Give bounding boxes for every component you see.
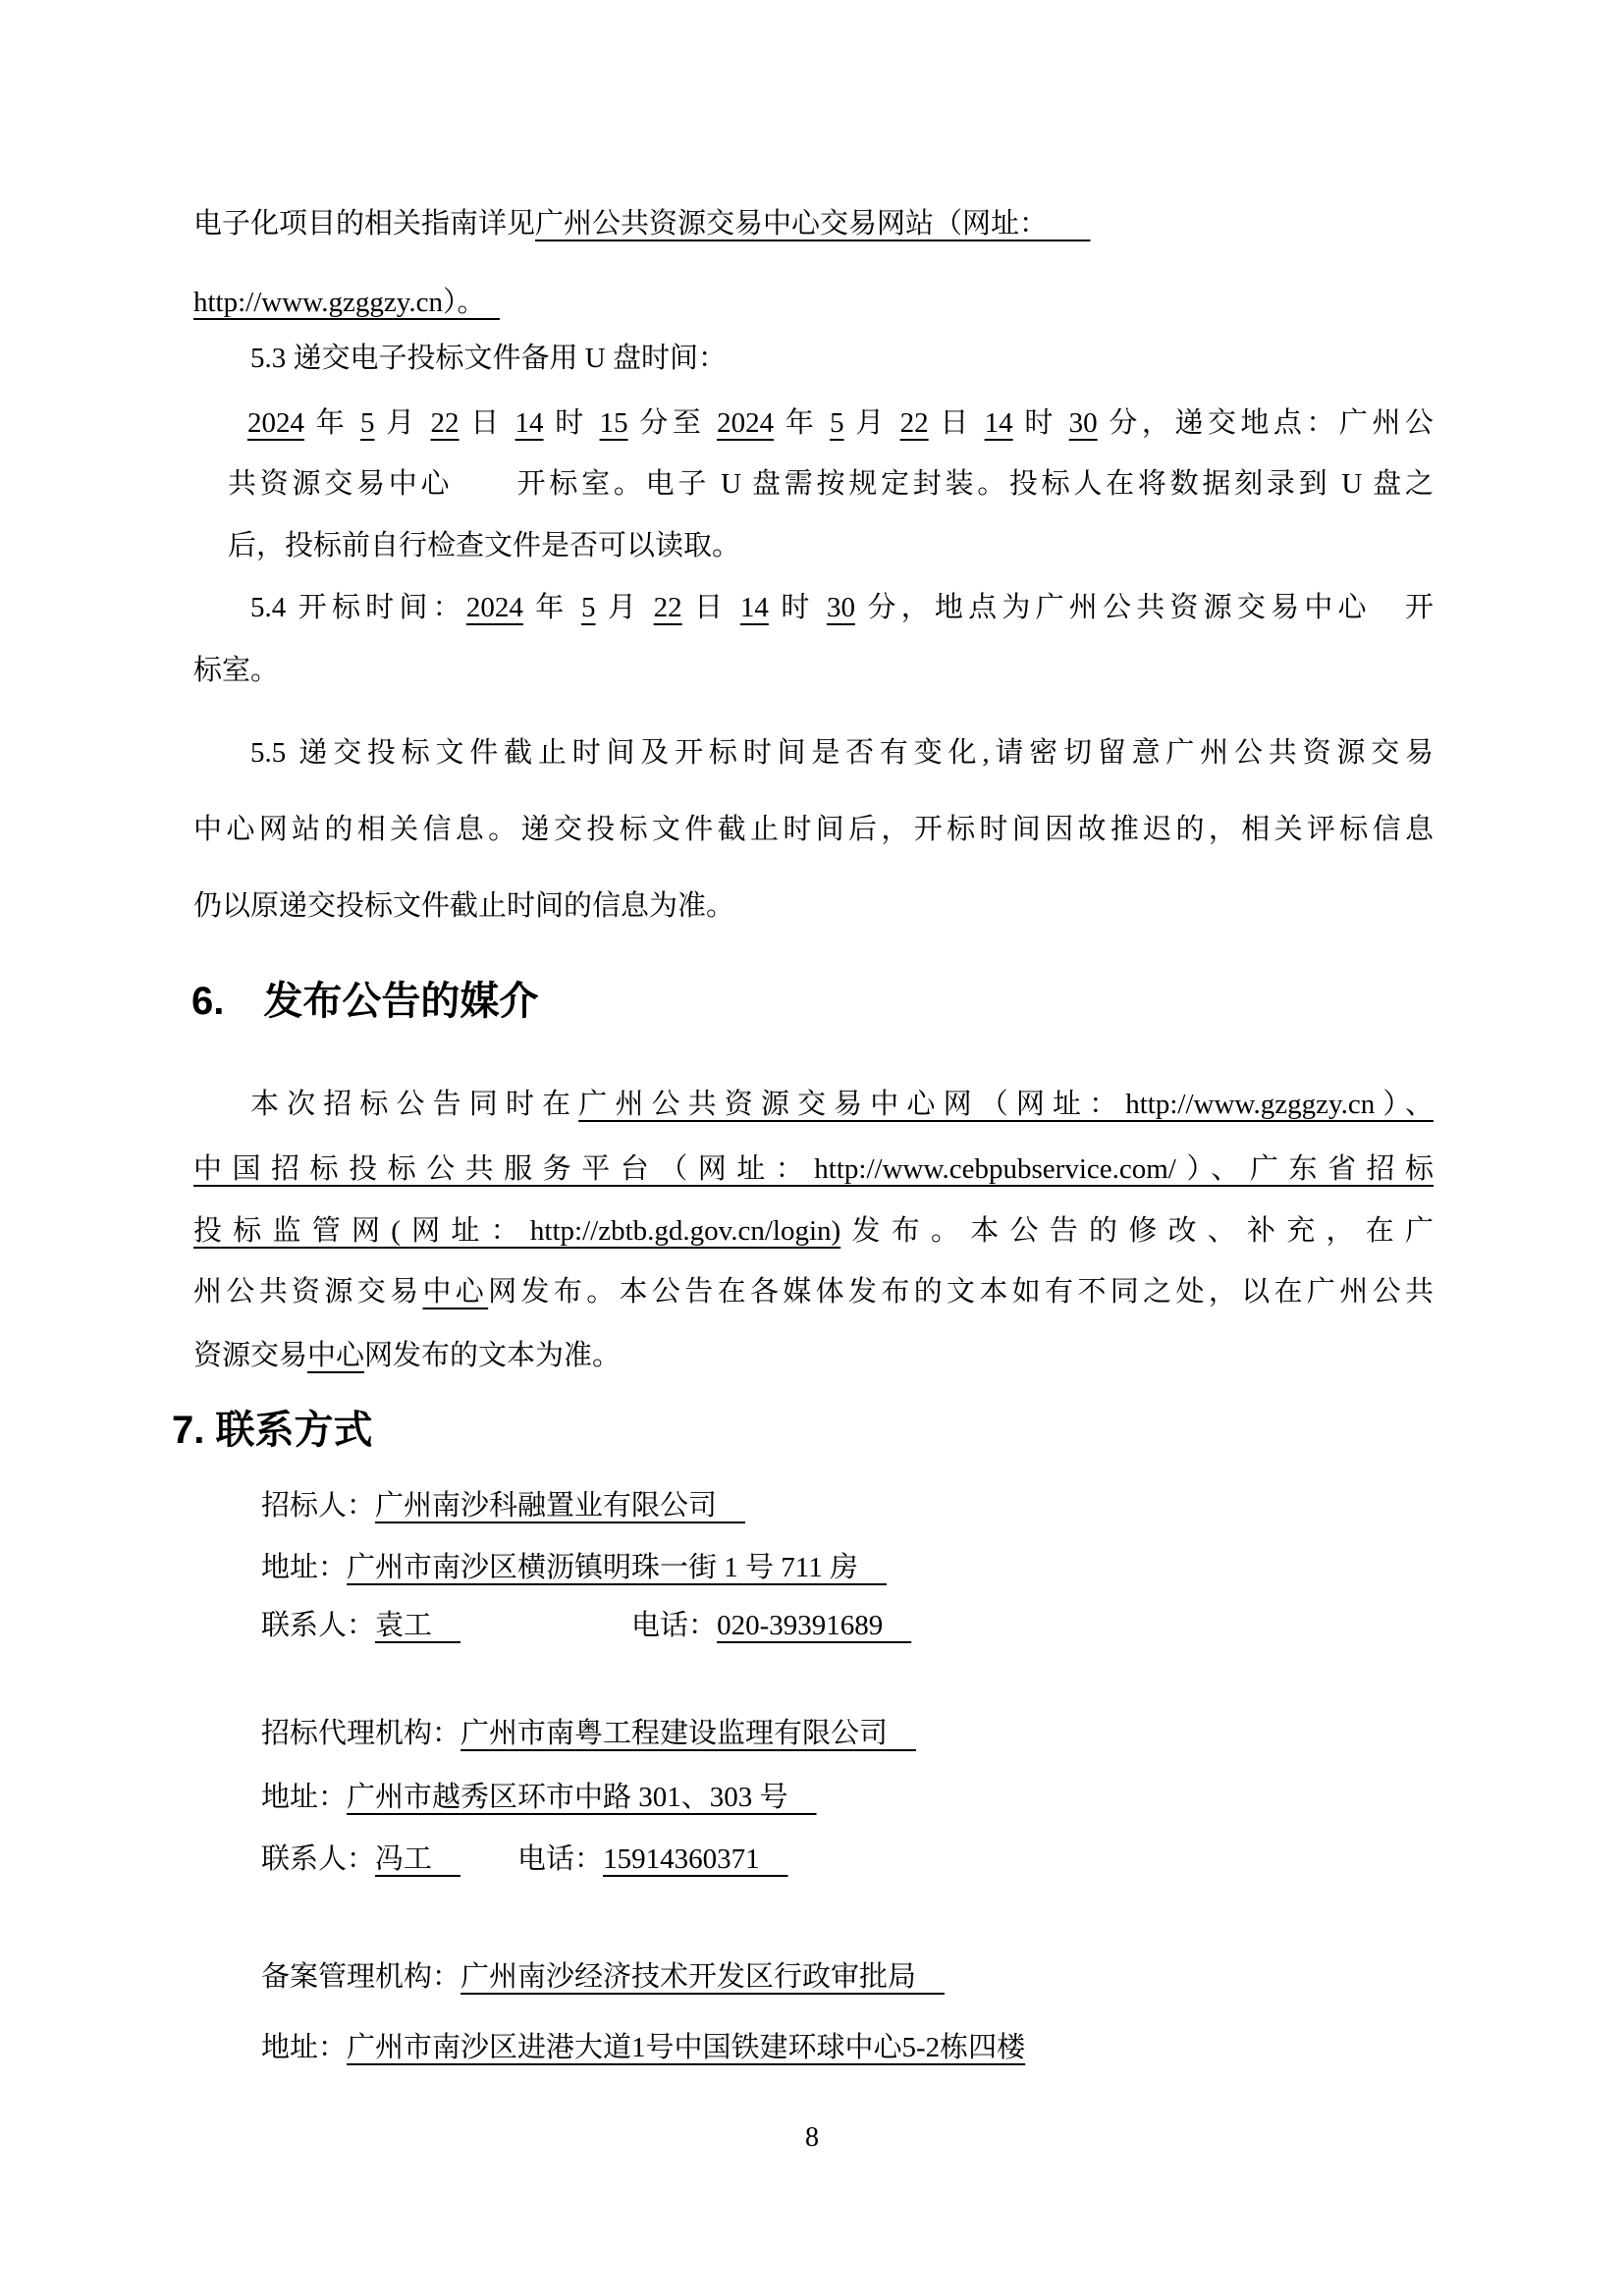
date-text: 月 [595, 592, 654, 623]
date-value: 2024 [247, 407, 304, 439]
date-value: 5 [830, 407, 844, 439]
agency-address: 广州市越秀区环市中路 301、303 号 [347, 1782, 817, 1813]
section-6-line-5 [193, 1336, 621, 1375]
date-text: 分，地点为广州公共资源交易中心 开 [855, 592, 1434, 623]
section-6-line-2 [193, 1149, 1434, 1189]
date-text: 年 [304, 407, 361, 439]
date-value: 22 [899, 407, 929, 439]
date-text: 年 [774, 407, 831, 439]
page-number-text: 8 [805, 2122, 819, 2153]
date-value: 30 [827, 592, 856, 623]
clause-5-5-line-1 [250, 733, 1434, 773]
url-zbtb-gd: 投标监管网(网址：http://zbtb.gd.gov.cn/login) [193, 1215, 841, 1247]
agency-address-line [261, 1778, 817, 1817]
section-6-line-1-pre: 本次招标公告同时在 [250, 1089, 579, 1120]
tenderer-address-line [261, 1548, 887, 1587]
clause-5-4-line-1 [250, 588, 1434, 627]
section-7-heading [172, 1406, 372, 1455]
agency-name: 广州市南粤工程建设监理有限公司 [460, 1718, 917, 1749]
phone-label: 电话： [517, 1843, 604, 1875]
agency-contact-name: 冯工 [375, 1843, 461, 1875]
date-text: 年 [522, 592, 581, 623]
date-value: 22 [653, 592, 682, 623]
date-value: 14 [984, 407, 1013, 439]
contact-label: 联系人： [261, 1843, 376, 1875]
contact-label: 联系人： [261, 1610, 376, 1641]
section-6-line-4-post: 网发布。本公告在各媒体发布的文本如有不同之处，以在广州公共 [488, 1276, 1434, 1308]
clause-5-5-line-2 [193, 810, 1434, 849]
date-text: 日 [928, 407, 985, 439]
address-label: 地址： [261, 1552, 348, 1583]
date-value: 30 [1068, 407, 1098, 439]
filing-address-line [261, 2028, 1025, 2067]
date-value: 14 [739, 592, 769, 623]
date-text: 分至 [627, 407, 718, 439]
section-6-heading [191, 977, 538, 1026]
date-value: 5 [581, 592, 596, 623]
section-6-heading-text: 6. 发布公告的媒介 [191, 980, 539, 1023]
section-6-line-5-pre: 资源交易 [193, 1340, 308, 1371]
underlined-zhongxin: 中心 [422, 1276, 489, 1308]
clause-5-4-line-2-text: 标室。 [193, 655, 280, 686]
clause-5-5-line-2-text: 中心网站的相关信息。递交投标文件截止时间后，开标时间因故推迟的，相关评标信息 [193, 814, 1434, 845]
tenderer-line [261, 1486, 745, 1525]
agency-label: 招标代理机构： [261, 1718, 461, 1749]
agency-line [261, 1714, 916, 1753]
tenderer-address: 广州市南沙区横沥镇明珠一街 1 号 711 房 [347, 1552, 887, 1583]
section-6-line-4 [193, 1272, 1434, 1311]
tenderer-contact-name: 袁工 [375, 1610, 461, 1641]
clause-5-5-line-3-text: 仍以原递交投标文件截止时间的信息为准。 [193, 890, 735, 922]
section-7-heading-text: 7. 联系方式 [172, 1409, 373, 1452]
tenderer-contact-line [261, 1606, 911, 1645]
date-value: 2024 [717, 407, 775, 439]
tenderer-label: 招标人： [261, 1490, 376, 1522]
date-value: 14 [514, 407, 544, 439]
agency-phone: 15914360371 [603, 1843, 788, 1875]
date-text: 时 [543, 407, 600, 439]
filing-address: 广州市南沙区进港大道1号中国铁建环球中心5-2栋四楼 [347, 2032, 1026, 2063]
address-label: 地址： [261, 1782, 348, 1813]
date-text: 日 [681, 592, 740, 623]
clause-5-3-line-3 [228, 526, 740, 565]
url-gzggzy-net: 广州公共资源交易中心网（网址：http://www.gzggzy.cn）、 [578, 1089, 1434, 1120]
spacer [460, 1843, 517, 1875]
address-label: 地址： [261, 2032, 348, 2063]
section-6-line-3 [193, 1211, 1434, 1251]
filing-authority-name: 广州南沙经济技术开发区行政审批局 [460, 1961, 946, 1993]
tenderer-name: 广州南沙科融置业有限公司 [375, 1490, 746, 1522]
date-text: 月 [843, 407, 900, 439]
date-value: 15 [599, 407, 628, 439]
clause-5-3-time-line [247, 403, 1434, 443]
clause-5-3-heading [250, 339, 727, 378]
clause-5-3-line-3-text: 后，投标前自行检查文件是否可以读取。 [228, 530, 741, 561]
clause-5-3-line-2-text: 共资源交易中心 开标室。电子 U 盘需按规定封装。投标人在将数据刻录到 U 盘之 [228, 468, 1434, 500]
date-value: 2024 [465, 592, 523, 623]
trading-site-link-text: 广州公共资源交易中心交易网站（网址： [535, 208, 1091, 240]
underlined-zhongxin: 中心 [307, 1340, 365, 1371]
date-text: 时 [768, 592, 828, 623]
filing-authority-line [261, 1957, 945, 1997]
page-number [0, 2120, 1624, 2156]
date-text: 月 [374, 407, 431, 439]
date-text: 分，递交地点：广州公 [1097, 407, 1434, 439]
clause-5-5-line-3 [193, 886, 734, 926]
clause-5-5-line-1-text: 5.5 递交投标文件截止时间及开标时间是否有变化,请密切留意广州公共资源交易 [250, 737, 1434, 769]
intro-line-2 [193, 283, 500, 322]
section-6-line-5-post: 网发布的文本为准。 [364, 1340, 622, 1371]
section-6-line-4-pre: 州公共资源交易 [193, 1276, 423, 1308]
intro-text: 电子化项目的相关指南详见 [193, 208, 536, 240]
section-6-line-1 [250, 1085, 1434, 1124]
clause-5-4-line-2 [193, 651, 279, 690]
date-text: 时 [1012, 407, 1069, 439]
date-text: 日 [459, 407, 515, 439]
clause-5-4-head: 5.4 开标时间： [250, 592, 466, 623]
filing-label: 备案管理机构： [261, 1961, 461, 1993]
clause-5-3-line-2 [228, 464, 1434, 504]
url-gzggzy: http://www.gzggzy.cn）。 [193, 287, 500, 318]
spacer [460, 1610, 631, 1641]
clause-5-3-text: 5.3 递交电子投标文件备用 U 盘时间： [250, 343, 727, 374]
date-value: 5 [360, 407, 375, 439]
phone-label: 电话： [631, 1610, 718, 1641]
date-value: 22 [430, 407, 460, 439]
agency-contact-line [261, 1840, 788, 1879]
intro-line-1 [193, 204, 1091, 243]
section-6-line-3-post: 发布。本公告的修改、补充，在广 [840, 1215, 1434, 1247]
url-cebpubservice: 中国招标投标公共服务平台（网址：http://www.cebpubservice.com/）、广东省招标 [193, 1153, 1434, 1185]
tenderer-phone: 020-39391689 [717, 1610, 912, 1641]
